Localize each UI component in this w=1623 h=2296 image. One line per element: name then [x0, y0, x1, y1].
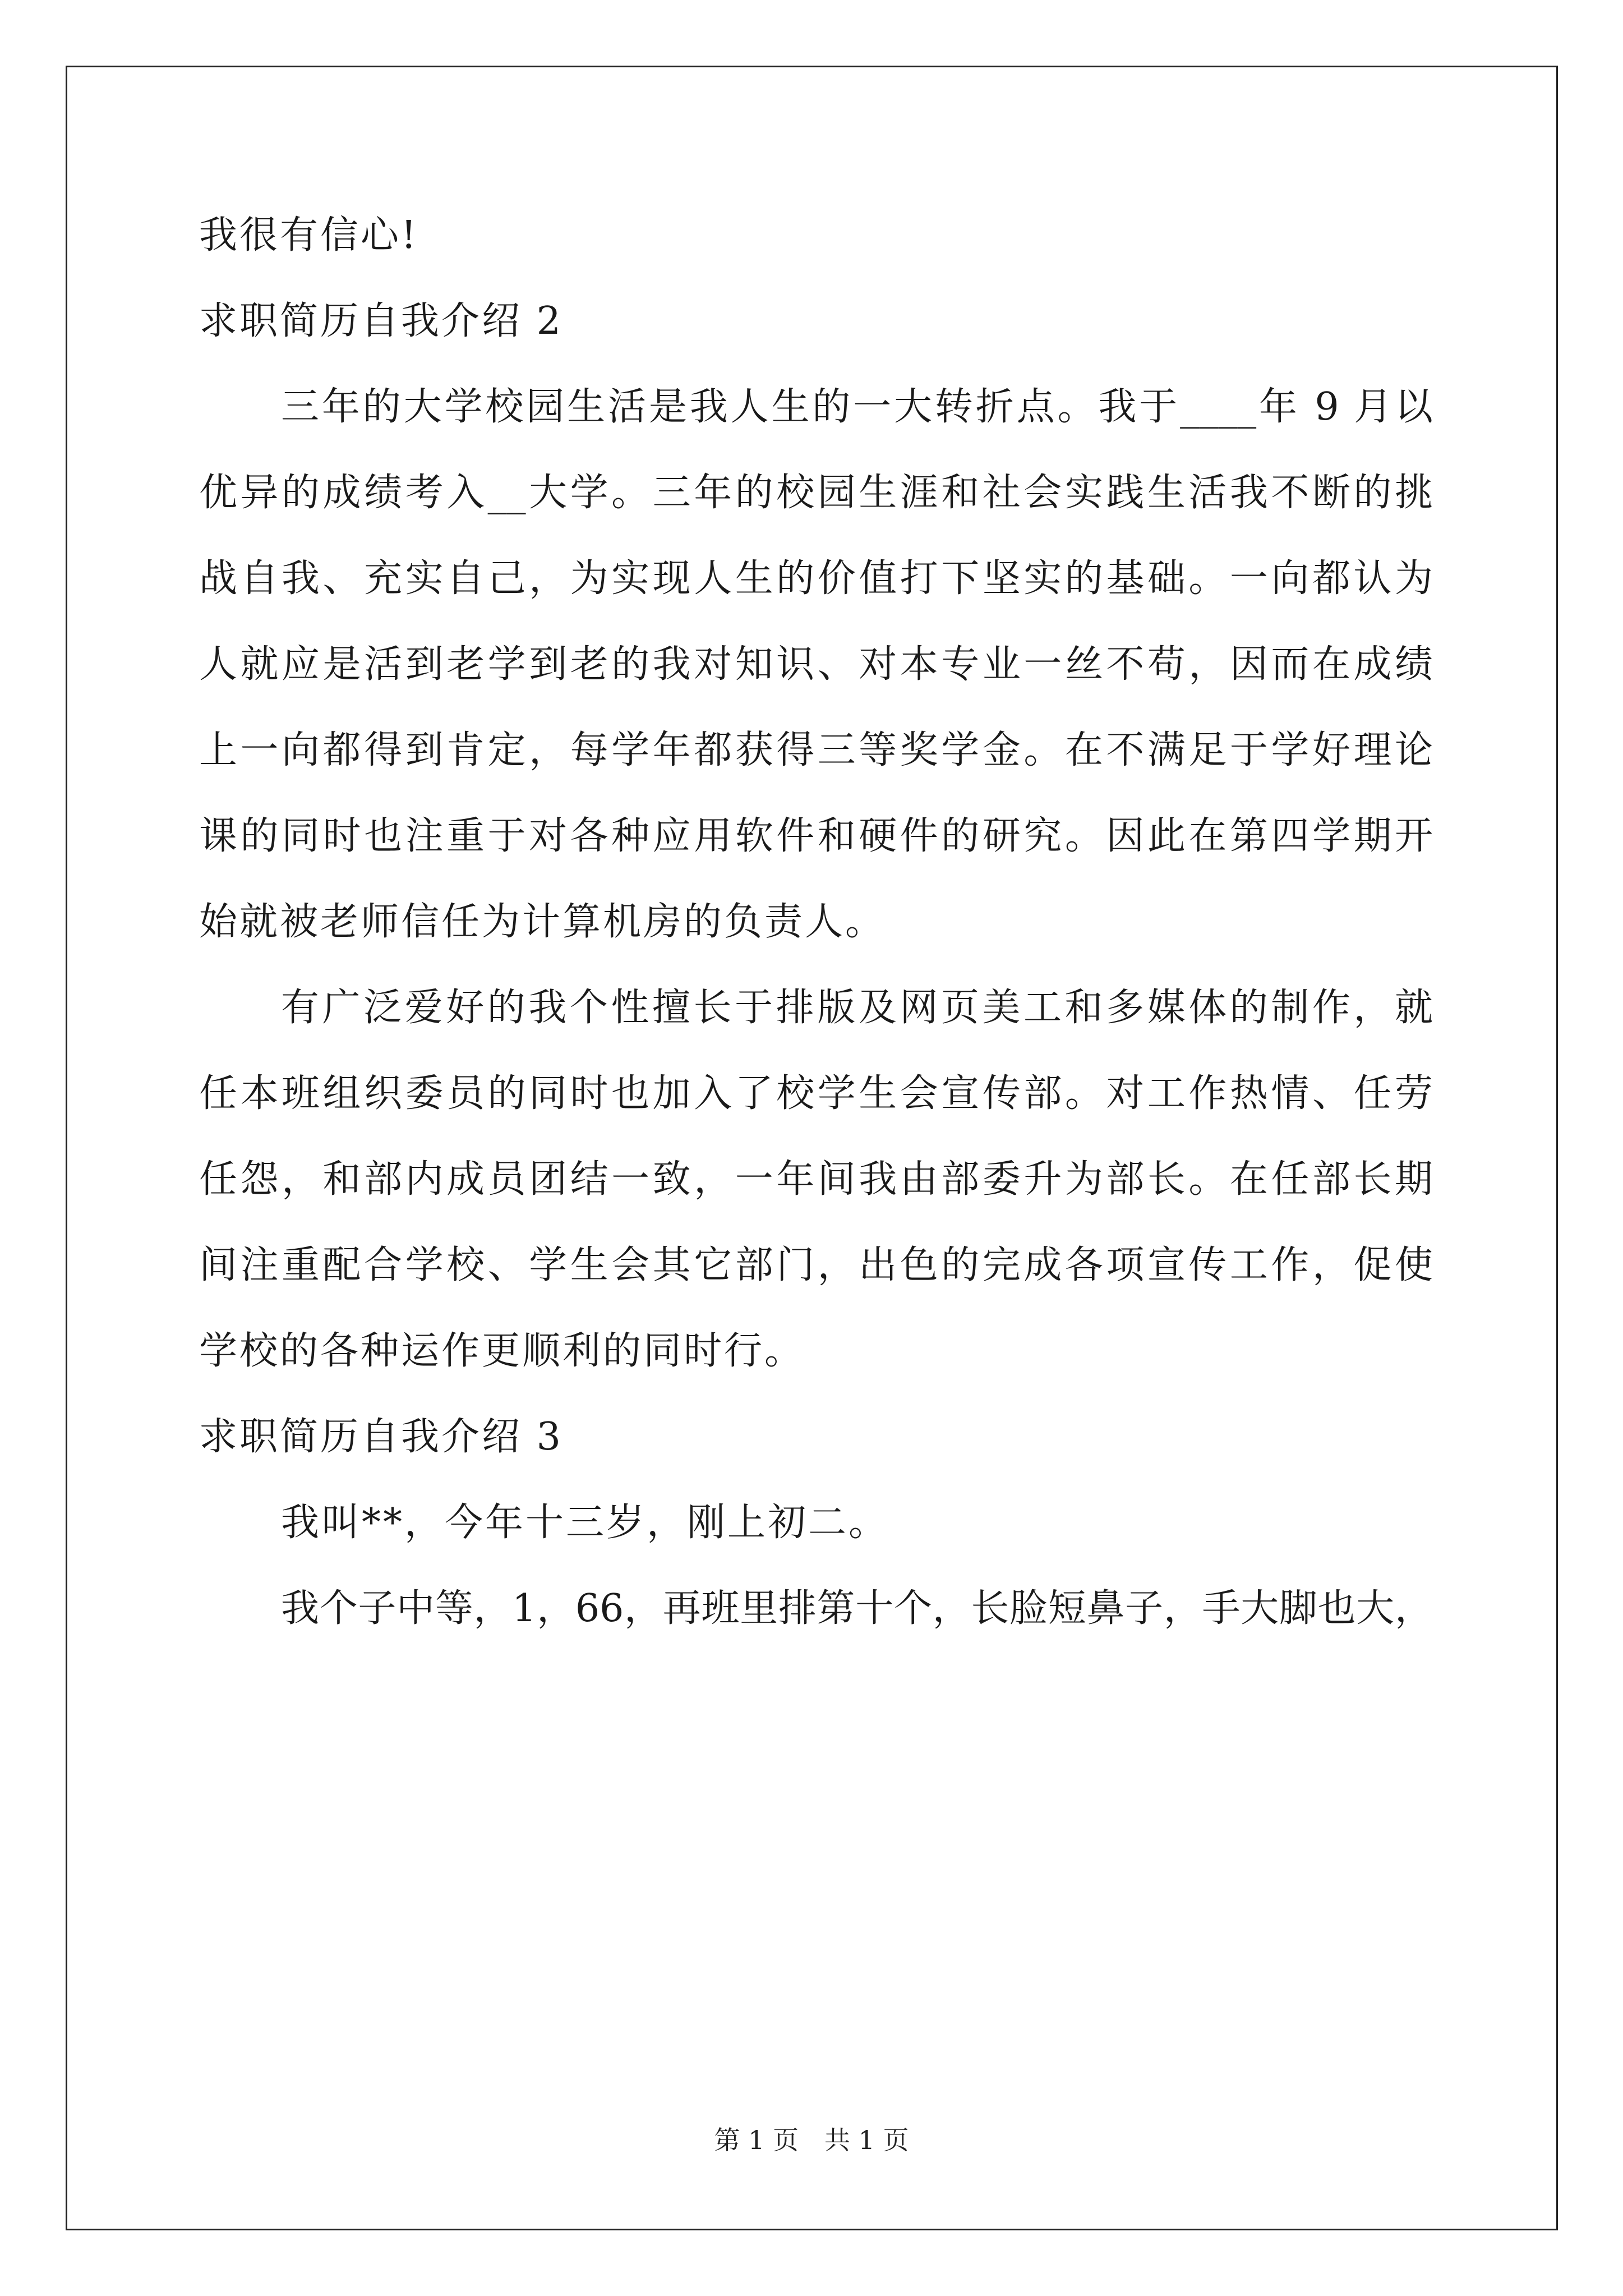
paragraph-line: 战自我、充实自己，为实现人生的价值打下坚实的基础。一向都认为: [199, 556, 1433, 601]
section-heading: 求职简历自我介绍 3: [199, 1415, 563, 1459]
paragraph-line: 人就应是活到老学到老的我对知识、对本专业一丝不苟，因而在成绩: [199, 642, 1433, 687]
page-footer: 第 1 页 共 1 页: [714, 2125, 909, 2155]
paragraph-line: 我个子中等，1，66，再班里排第十个，长脸短鼻子，手大脚也大，: [281, 1586, 1433, 1631]
text-line: 我很有信心!: [199, 213, 419, 257]
paragraph-line: 上一向都得到肯定，每学年都获得三等奖学金。在不满足于学好理论: [199, 728, 1433, 772]
paragraph-line: 间注重配合学校、学生会其它部门，出色的完成各项宣传工作，促使: [199, 1243, 1433, 1287]
paragraph-line: 有广泛爱好的我个性擅长于排版及网页美工和多媒体的制作，就: [281, 986, 1433, 1030]
section-heading: 求职简历自我介绍 2: [199, 299, 563, 343]
paragraph-line: 任本班组织委员的同时也加入了校学生会宣传部。对工作热情、任劳: [199, 1071, 1433, 1116]
paragraph-line: 始就被老师信任为计算机房的负责人。: [199, 900, 886, 944]
paragraph-line: 我叫**，今年十三岁，刚上初二。: [281, 1501, 889, 1545]
paragraph-line: 学校的各种运作更顺利的同时行。: [199, 1329, 805, 1373]
paragraph-line: 优异的成绩考入__大学。三年的校园生涯和社会实践生活我不断的挑: [199, 471, 1433, 515]
paragraph-line: 三年的大学校园生活是我人生的一大转折点。我于____年 9 月以: [281, 385, 1433, 429]
paragraph-line: 课的同时也注重于对各种应用软件和硬件的研究。因此在第四学期开: [199, 814, 1433, 858]
paragraph-line: 任怨，和部内成员团结一致，一年间我由部委升为部长。在任部长期: [199, 1157, 1433, 1202]
